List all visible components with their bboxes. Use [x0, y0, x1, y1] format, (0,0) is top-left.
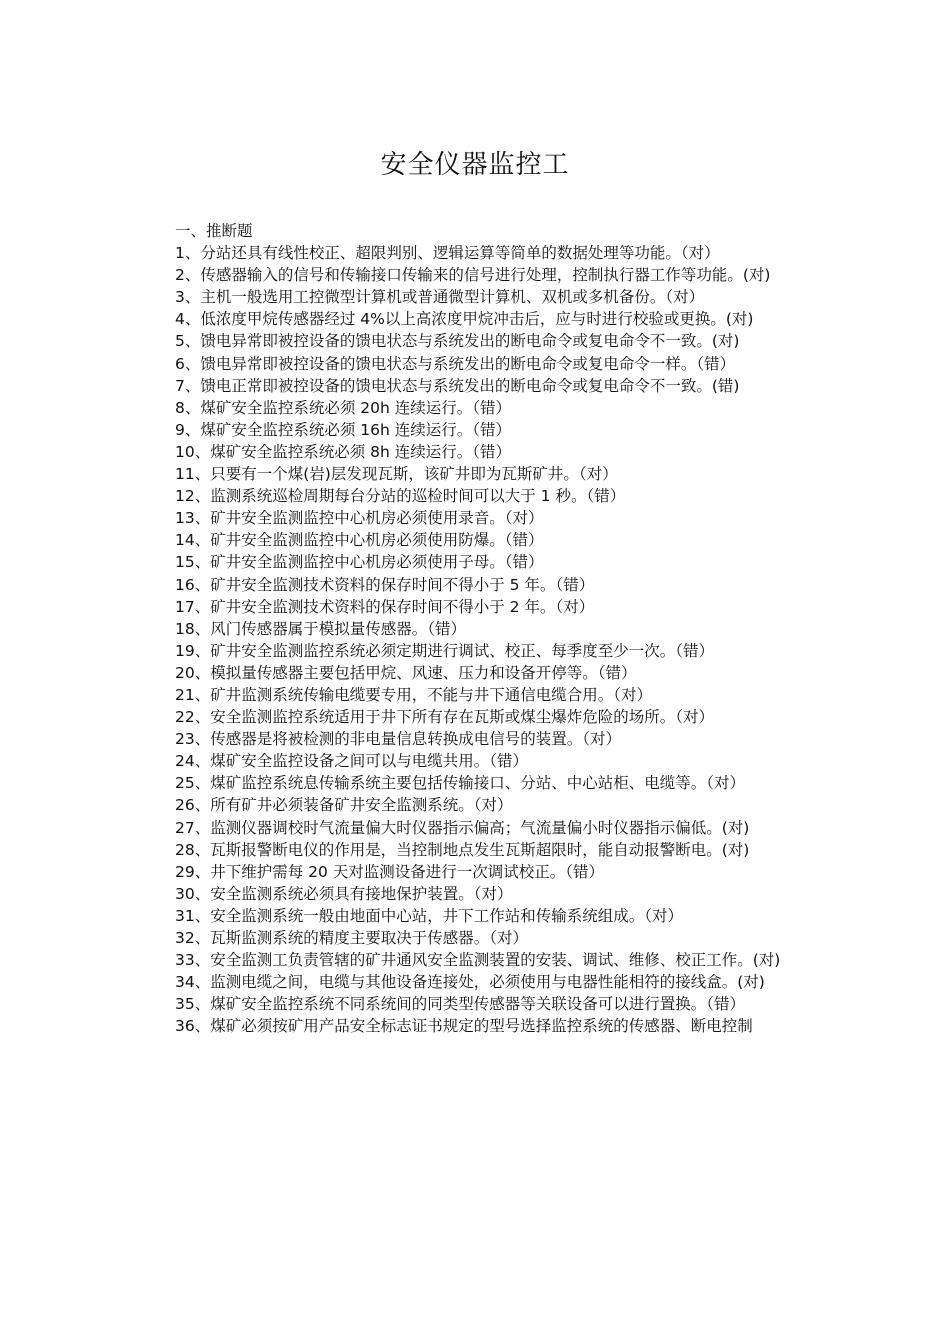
list-item: 21、矿井监测系统传输电缆要专用，不能与井下通信电缆合用。（对） [175, 685, 652, 704]
list-item: 3、主机一般选用工控微型计算机或普通微型计算机、双机或多机备份。（对） [175, 288, 705, 307]
list-item: 8、煤矿安全监控系统必须 20h 连续运行。（错） [175, 398, 512, 417]
list-item: 12、监测系统巡检周期每台分站的巡检时间可以大于 1 秒。（错） [175, 487, 626, 506]
list-item: 33、安全监测工负责管辖的矿井通风安全监测装置的安装、调试、维修、校正工作。(对) [175, 951, 781, 970]
list-item: 22、安全监测监控系统适用于井下所有存在瓦斯或煤尘爆炸危险的场所。（对） [175, 708, 714, 727]
list-item: 2、传感器输入的信号和传输接口传输来的信号进行处理，控制执行器工作等功能。(对) [175, 266, 771, 285]
list-item: 11、只要有一个煤(岩)层发现瓦斯，该矿井即为瓦斯矿井。（对） [175, 465, 618, 484]
list-item: 27、监测仪器调校时气流量偏大时仪器指示偏高；气流量偏小时仪器指示偏低。(对) [175, 818, 750, 837]
list-item: 30、安全监测系统必须具有接地保护装置。（对） [175, 884, 513, 903]
list-item: 9、煤矿安全监控系统必须 16h 连续运行。（错） [175, 420, 512, 439]
page-title: 安全仪器监控工 [380, 150, 570, 180]
list-item: 36、煤矿必须按矿用产品安全标志证书规定的型号选择监控系统的传感器、断电控制 [175, 1017, 753, 1036]
list-item: 7、馈电正常即被控设备的馈电状态与系统发出的断电命令或复电命令不一致。(错) [175, 376, 740, 395]
list-item: 1、分站还具有线性校正、超限判别、逻辑运算等简单的数据处理等功能。（对） [175, 244, 720, 263]
list-item: 25、煤矿监控系统息传输系统主要包括传输接口、分站、中心站柜、电缆等。（对） [175, 774, 745, 793]
list-item: 34、监测电缆之间，电缆与其他设备连接处，必须使用与电器性能相符的接线盒。(对) [175, 973, 765, 992]
list-item: 28、瓦斯报警断电仪的作用是，当控制地点发生瓦斯超限时，能自动报警断电。(对) [175, 840, 750, 859]
list-item: 29、井下维护需每 20 天对监测设备进行一次调试校正。（错） [175, 862, 605, 881]
list-item: 15、矿井安全监测监控中心机房必须使用子母。（错） [175, 553, 544, 572]
list-item: 14、矿井安全监测监控中心机房必须使用防爆。（错） [175, 531, 544, 550]
list-item: 32、瓦斯监测系统的精度主要取决于传感器。（对） [175, 929, 528, 947]
list-item: 20、模拟量传感器主要包括甲烷、风速、压力和设备开停等。（错） [175, 663, 637, 682]
list-item: 23、传感器是将被检测的非电量信息转换成电信号的装置。（对） [175, 730, 621, 749]
list-item: 26、所有矿井必须装备矿井安全监测系统。（对） [175, 796, 513, 815]
list-item: 19、矿井安全监测监控系统必须定期进行调试、校正、每季度至少一次。（错） [175, 641, 714, 660]
list-item: 16、矿井安全监测技术资料的保存时间不得小于 5 年。（错） [175, 575, 595, 594]
list-item: 17、矿井安全监测技术资料的保存时间不得小于 2 年。（对） [175, 597, 595, 616]
list-item: 13、矿井安全监测监控中心机房必须使用录音。（对） [175, 509, 544, 528]
document-body [153, 220, 813, 1037]
list-item: 18、风门传感器属于模拟量传感器。（错） [175, 619, 466, 638]
list-item: 5、馈电异常即被控设备的馈电状态与系统发出的断电命令或复电命令不一致。(对) [175, 332, 740, 351]
list-item: 31、安全监测系统一般由地面中心站，井下工作站和传输系统组成。（对） [175, 906, 683, 925]
section-heading: 一、推断题 [175, 222, 253, 240]
list-item: 4、低浓度甲烷传感器经过 4%以上高浓度甲烷冲击后，应与时进行校验或更换。(对) [175, 310, 754, 329]
list-item: 10、煤矿安全监控系统必须 8h 连续运行。（错） [175, 442, 512, 461]
list-item: 6、馈电异常即被控设备的馈电状态与系统发出的断电命令或复电命令一样。（错） [175, 354, 736, 373]
list-item: 35、煤矿安全监控系统不同系统间的同类型传感器等关联设备可以进行置换。（错） [175, 995, 745, 1014]
list-item: 24、煤矿安全监控设备之间可以与电缆共用。（错） [175, 752, 528, 771]
